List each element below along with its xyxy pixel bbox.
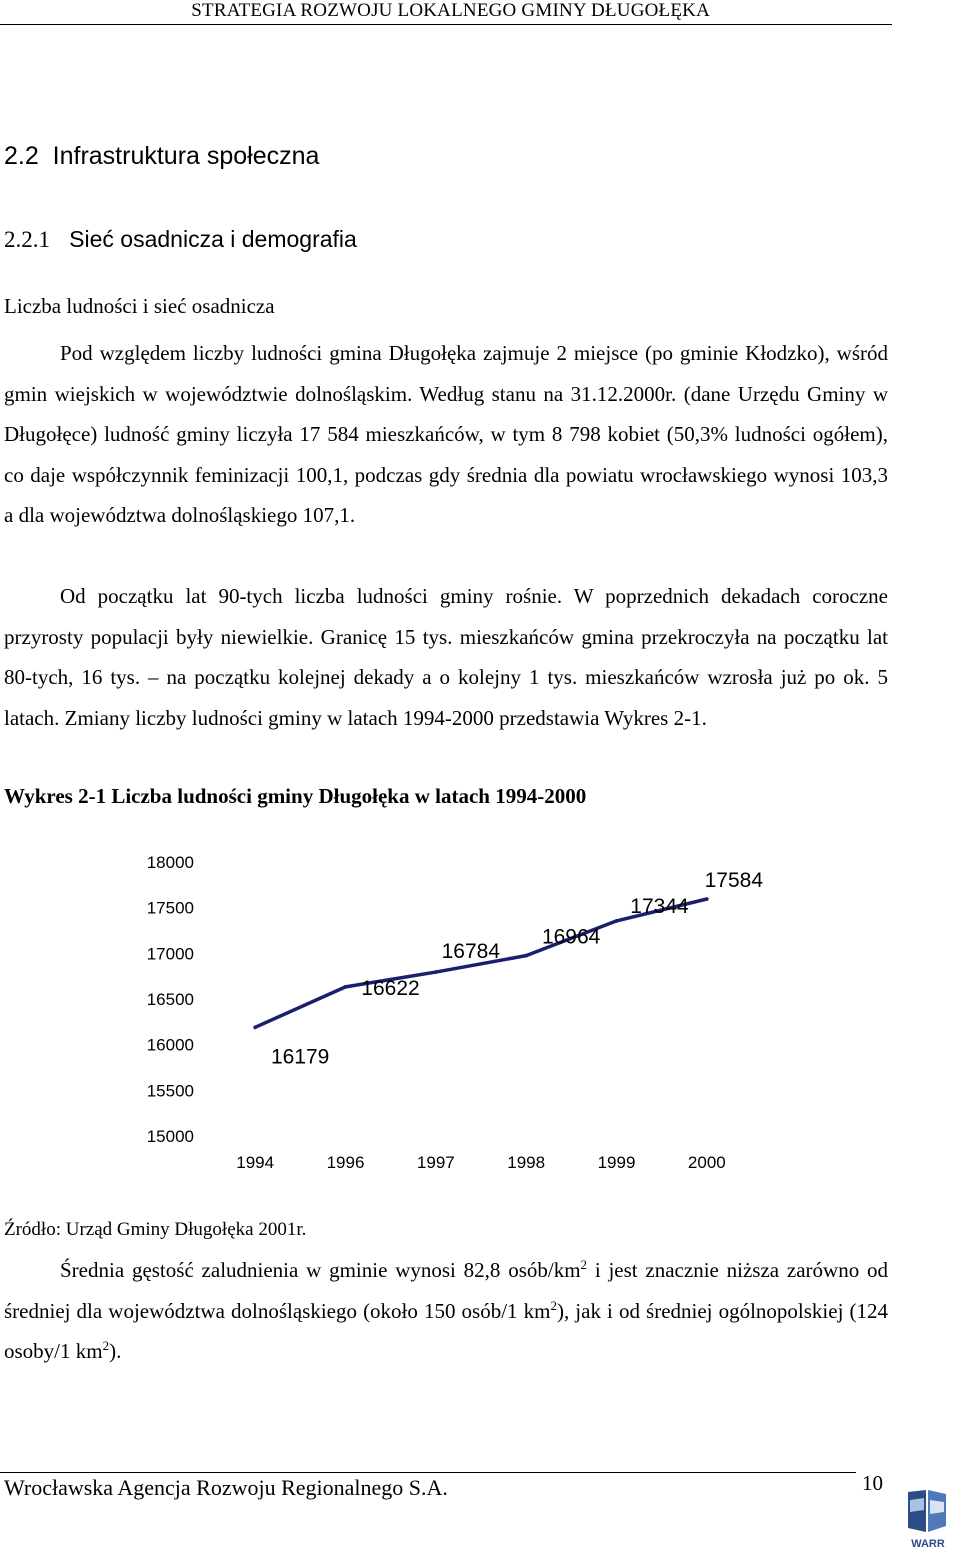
population-chart: [0, 830, 960, 1190]
paragraph-3-text: [4, 1250, 888, 1372]
y-tick-label: 18000: [146, 853, 194, 872]
population-chart-svg: [0, 830, 960, 1190]
x-tick-label: 1997: [416, 1153, 455, 1172]
subsection-title: Sieć osadnicza i demografia: [69, 226, 357, 252]
data-point: [524, 954, 528, 958]
x-tick-label: 1999: [597, 1153, 636, 1172]
subsection-heading: [4, 226, 357, 253]
footer-rule: [0, 1472, 856, 1473]
footer-organization: Wrocławska Agencja Rozwoju Regionalnego S.A.: [4, 1475, 448, 1500]
paragraph-3-part2: i jest znacznie niższa zarówno od średniej dla województwa dolnośląskiego (około 150 osób/1 km: [4, 1258, 888, 1323]
data-labels: [271, 869, 763, 1068]
paragraph-3: [4, 1250, 888, 1372]
y-tick-label: 16500: [146, 990, 194, 1009]
x-tick-label: 1996: [326, 1153, 365, 1172]
y-tick-label: 15500: [146, 1081, 194, 1101]
running-header-title: STRATEGIA ROZWOJU LOKALNEGO GMINY DŁUGOŁĘKA: [191, 0, 710, 21]
paragraph-3-part3: ), jak i od średniej ogólnopolskiej (124 osoby/1 km: [4, 1298, 888, 1363]
series-line-segment: [255, 987, 345, 1027]
superscript-2: 2: [102, 1338, 110, 1353]
subheading: Liczba ludności i sieć osadnicza: [4, 294, 275, 318]
data-label: 16179: [270, 1045, 330, 1069]
y-tick-label: 16000: [146, 1035, 194, 1055]
x-tick-label: 1998: [507, 1153, 546, 1172]
superscript-2: 2: [580, 1257, 588, 1272]
data-label: 16964: [541, 925, 601, 949]
data-label: 16622: [361, 976, 420, 1000]
data-label: 16784: [441, 940, 501, 964]
warr-logo-text: WARR: [911, 1538, 945, 1550]
data-point: [344, 985, 348, 989]
data-point: [253, 1026, 257, 1030]
y-tick-label: 17000: [146, 944, 194, 964]
page-number: 10: [862, 1471, 883, 1495]
data-label: 17584: [704, 868, 764, 892]
paragraph-3-part1: Średnia gęstość zaludnienia w gminie wynosi 82,8 osób/km: [60, 1258, 581, 1282]
x-tick-label: 2000: [687, 1153, 726, 1172]
x-tick-label: 1994: [236, 1153, 275, 1172]
subsection-number: 2.2.1: [4, 227, 50, 252]
data-point: [705, 897, 709, 901]
y-tick-label: 15000: [146, 1127, 194, 1146]
section-heading: 2.2 Infrastruktura społeczna: [4, 142, 320, 170]
paragraph-3-part4: ).: [109, 1339, 122, 1363]
data-point: [434, 970, 438, 974]
data-point: [615, 919, 619, 923]
paragraph-2: [4, 576, 888, 738]
paragraph-1-text: Pod względem liczby ludności gmina Długołęka zajmuje 2 miejsce (po gminie Kłodzko), wśród gmin wiejskich w województwie dolnośląskim. Według stanu na 31.12.2000r. (dane Urzędu Gminy w Długołęce) ludność gminy liczyła 17 584 mieszkańców, w tym 8 798 kobiet (50,3% ludności ogółem), co daje współczynnik feminizacji 100,1, podczas gdy średnia dla powiatu wrocławskiego wynosi 103,3 a dla województwa dolnośląskiego 107,1.: [4, 341, 888, 527]
figure-source: Źródło: Urząd Gminy Długołęka 2001r.: [4, 1219, 307, 1240]
superscript-2: 2: [550, 1297, 557, 1313]
running-header: [0, 0, 892, 25]
x-axis-labels: [236, 1153, 725, 1172]
y-axis-labels: [147, 853, 194, 1146]
y-tick-label: 17500: [146, 898, 194, 918]
warr-logo: [906, 1488, 950, 1554]
data-label: 17344: [630, 894, 689, 918]
figure-caption: Wykres 2-1 Liczba ludności gminy Długołęka w latach 1994-2000: [4, 784, 587, 808]
paragraph-1: [4, 333, 888, 536]
paragraph-2-text: Od początku lat 90-tych liczba ludności gminy rośnie. W poprzednich dekadach coroczne przyrosty populacji były niewielkie. Granicę 15 tys. mieszkańców gmina przekroczyła na początku lat 80-tych, 16 tys. – na początku kolejnej dekady a o kolejny 1 tys. mieszkańców wzrosła już po ok. 5 latach. Zmiany liczby ludności gminy w latach 1994-2000 przedstawia Wykres 2-1.: [4, 584, 888, 730]
